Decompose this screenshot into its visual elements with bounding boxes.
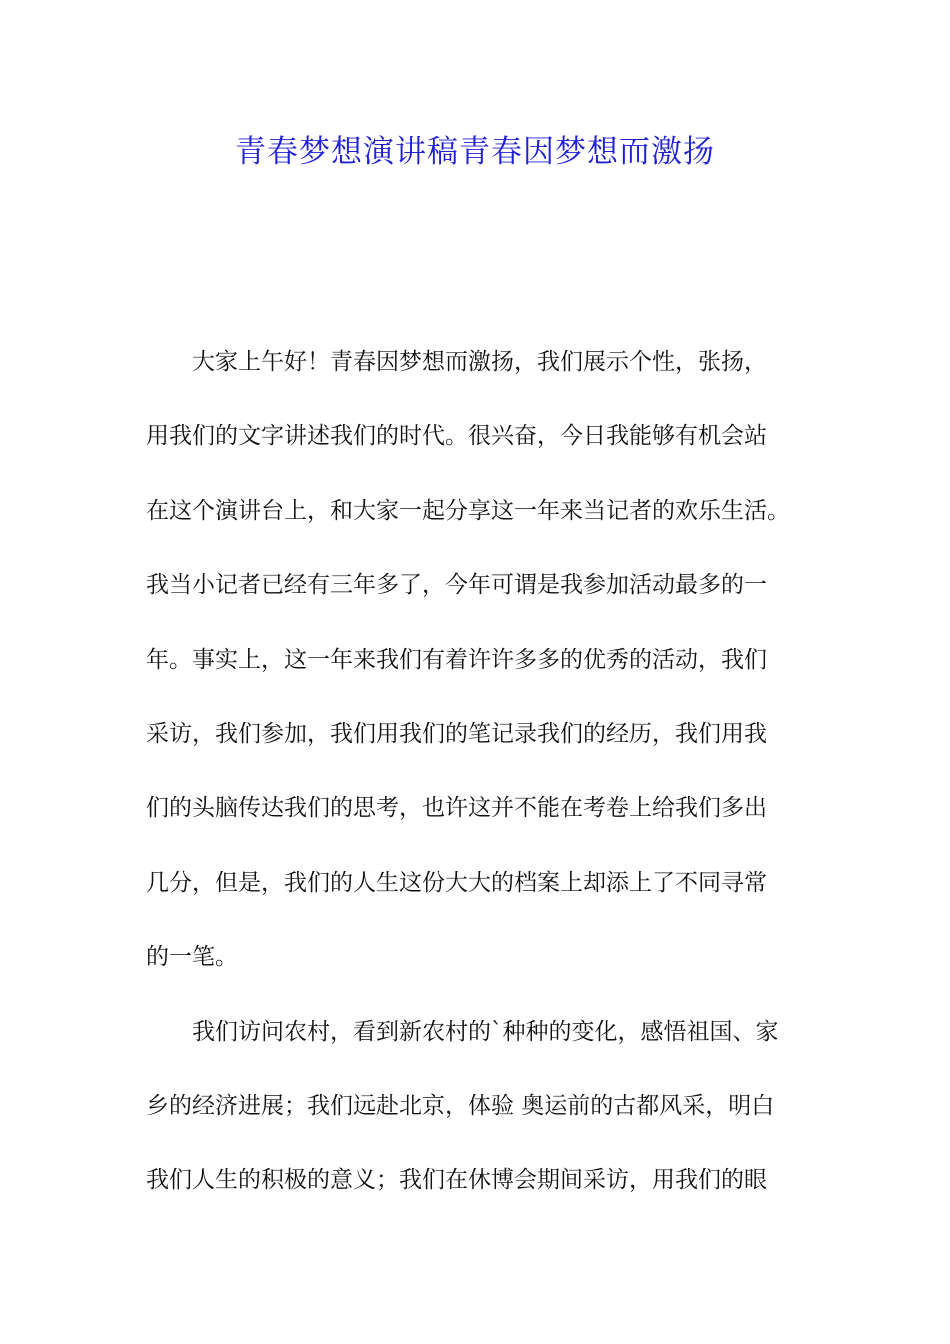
paragraph-line: 几分，但是，我们的人生这份大大的档案上却添上了不同寻常 [146, 869, 767, 896]
paragraph-line: 我们人生的积极的意义；我们在休博会期间采访，用我们的眼 [146, 1167, 767, 1194]
paragraph-line: 在这个演讲台上，和大家一起分享这一年来当记者的欢乐生活。 [146, 497, 790, 524]
paragraph-line: 我们访问农村，看到新农村的`种种的变化，感悟祖国、家 [192, 1018, 779, 1045]
paragraph-line: 的一笔。 [146, 944, 238, 971]
paragraph-line: 我当小记者已经有三年多了，今年可谓是我参加活动最多的一 [146, 572, 767, 599]
paragraph-line: 用我们的文字讲述我们的时代。很兴奋，今日我能够有机会站 [146, 423, 767, 450]
document-body [146, 340, 816, 1233]
document-title: 青春梦想演讲稿青春因梦想而激扬 [235, 134, 715, 170]
paragraph-line: 们的头脑传达我们的思考，也许这并不能在考卷上给我们多出 [146, 795, 767, 822]
paragraph-line: 大家上午好！青春因梦想而激扬，我们展示个性，张扬， [192, 349, 767, 375]
paragraph-line: 采访，我们参加，我们用我们的笔记录我们的经历，我们用我 [146, 720, 767, 747]
paragraph-line: 乡的经济进展；我们远赴北京，体验 奥运前的古都风采，明白 [146, 1092, 775, 1119]
paragraph-line: 年。事实上，这一年来我们有着许许多多的优秀的活动，我们 [146, 646, 767, 673]
